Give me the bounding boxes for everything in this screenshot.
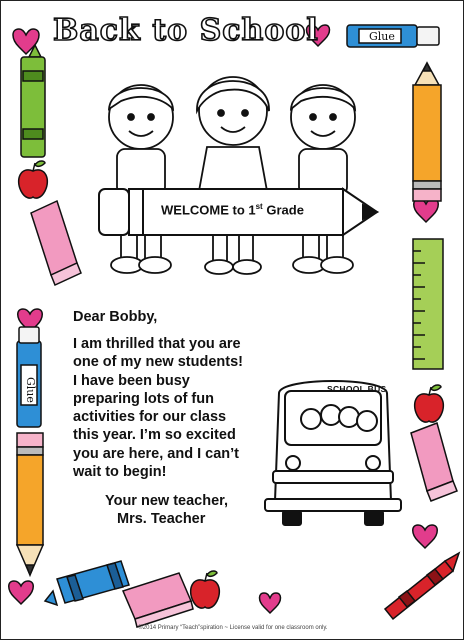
letter-line: activities for our class [73, 409, 227, 426]
heart-icon [260, 593, 281, 613]
school-bus-icon [265, 381, 401, 525]
eraser-icon [411, 423, 457, 501]
letter-line: I have been busy [73, 372, 190, 389]
apple-icon [19, 161, 48, 198]
eraser-icon [123, 573, 193, 627]
letter-line: wait to begin! [73, 464, 167, 481]
heart-icon [414, 199, 439, 222]
border-art [1, 1, 464, 641]
crayon-icon [21, 45, 45, 157]
copyright-footer: ©2014 Primary “Teach”spiration ~ License valid for one classroom only. [138, 625, 328, 631]
letter-body [73, 335, 273, 481]
kids-illustration [109, 77, 355, 274]
apple-icon [191, 571, 220, 608]
heart-icon [413, 525, 438, 548]
pencil-icon [17, 433, 43, 575]
bus-label: SCHOOL BUS [327, 384, 387, 394]
crayon-icon [385, 553, 459, 619]
letter-line: one of my new students! [73, 354, 243, 371]
page-title: Back to School [53, 13, 319, 48]
signature-line-1: Your new teacher, [105, 493, 229, 509]
crayon-icon [45, 561, 129, 605]
glue-side-label: Glue [24, 377, 37, 403]
signature-line-2: Mrs. Teacher [117, 511, 206, 527]
letter-line: you are here, and I can’t [73, 445, 239, 462]
glue-label: Glue [369, 30, 395, 43]
pencil-icon [413, 63, 441, 201]
letter-greeting: Dear Bobby, [73, 309, 158, 325]
letter-line: preparing lots of fun [73, 390, 214, 407]
letter-line: this year. I’m so excited [73, 427, 236, 444]
ruler-icon [413, 239, 443, 369]
letter-line: I am thrilled that you are [73, 336, 241, 352]
welcome-banner-text: WELCOME to 1st Grade [161, 202, 304, 218]
apple-icon [415, 385, 444, 422]
eraser-icon [31, 201, 81, 285]
heart-icon [9, 581, 34, 604]
